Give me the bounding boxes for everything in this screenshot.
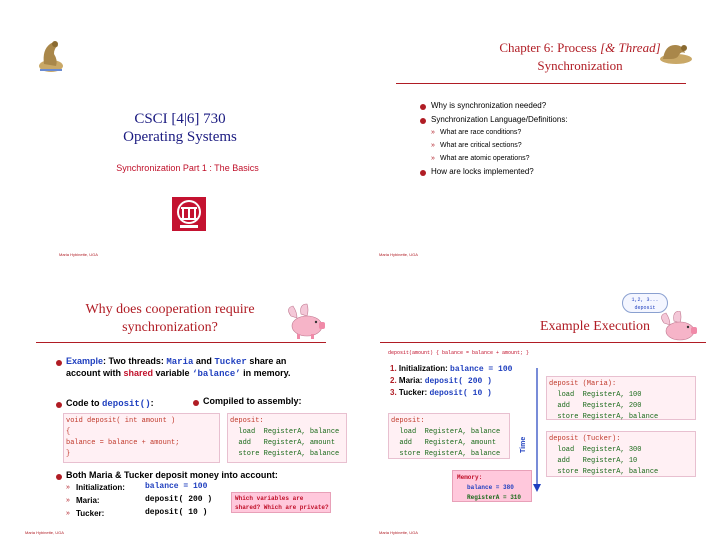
sub-bullet-item: What are atomic operations?: [440, 155, 530, 162]
bullet-icon: [420, 118, 426, 124]
asm-line: store RegisterA, balance: [399, 450, 501, 458]
compiled-label: Compiled to assembly:: [203, 396, 302, 406]
bullet-icon: [420, 170, 426, 176]
slide-title-line2: Synchronization: [537, 58, 623, 73]
asm-code-block: [227, 413, 347, 463]
asm-label: deposit:: [391, 417, 425, 425]
bullet-icon: [420, 104, 426, 110]
bullet-icon: [56, 360, 62, 366]
bullet-icon: [193, 400, 199, 406]
step-line: 3. Tucker: deposit( 10 ): [390, 388, 492, 398]
bullet-icon: [56, 474, 62, 480]
asm-line: load RegisterA, balance: [399, 428, 501, 436]
tucker-asm-block: [546, 431, 696, 477]
asm-line: store RegisterA, balance: [238, 450, 340, 458]
code-line: {: [66, 428, 71, 436]
asm-label: deposit:: [230, 417, 264, 425]
footer-author: Maria Hybinette, UGA: [25, 530, 64, 535]
sub-bullet-icon: »: [66, 497, 70, 504]
bullet-item: How are locks implemented?: [431, 167, 534, 176]
memory-box: Memory: balance = 380 RegisterA = 310: [452, 470, 532, 502]
asm-line: load RegisterA, 300: [557, 446, 642, 454]
dinosaur-logo-icon: [36, 36, 66, 74]
asm-line: add RegisterA, amount: [238, 439, 336, 447]
row-label: Tucker:: [76, 509, 105, 518]
step-line: 2. Maria: deposit( 200 ): [390, 376, 492, 386]
row-label: Maria:: [76, 496, 100, 505]
asm-code-block: [388, 413, 510, 459]
slide-title: Why does cooperation require: [85, 302, 255, 317]
sub-bullet-icon: »: [431, 129, 435, 136]
slide-title-line2: synchronization?: [122, 320, 218, 335]
maria-asm-block: [546, 376, 696, 420]
slide-4: [360, 279, 720, 557]
slide-2: [360, 0, 720, 278]
asm-line: store RegisterA, balance: [557, 468, 659, 476]
row-value: deposit( 200 ): [145, 495, 213, 504]
deposit-function-line: deposit(amount) { balance = balance + amount; }: [388, 350, 530, 356]
sub-bullet-item: What are race conditions?: [440, 129, 522, 136]
code-to-label: Code to deposit():: [66, 398, 154, 409]
sub-bullet-icon: »: [66, 510, 70, 517]
bullet-item: Synchronization Language/Definitions:: [431, 115, 568, 124]
sub-bullet-icon: »: [431, 142, 435, 149]
sub-bullet-item: What are critical sections?: [440, 142, 522, 149]
asm-line: add RegisterA, amount: [399, 439, 497, 447]
uga-arch-logo-icon: [172, 197, 206, 231]
title-divider: [380, 342, 706, 343]
sub-bullet-icon: »: [66, 484, 70, 491]
question-note: Which variables are shared? Which are private?: [231, 492, 331, 513]
code-line: void deposit( int amount ): [66, 417, 176, 425]
example-line: Example: Two threads: Maria and Tucker share an: [66, 356, 287, 367]
both-deposit-text: Both Maria & Tucker deposit money into account:: [66, 470, 278, 480]
flying-piggy-bank-icon: [283, 302, 329, 340]
slide-title: Chapter 6: Process [& Thread]: [499, 40, 661, 55]
slide-title: Example Execution: [539, 319, 651, 334]
code-line: }: [66, 450, 71, 458]
speech-bubble: 1,2, 3... deposit: [622, 293, 668, 313]
row-value: deposit( 10 ): [145, 508, 208, 517]
code-line: balance = balance + amount;: [66, 439, 180, 447]
asm-line: load RegisterA, 100: [557, 391, 642, 399]
time-arrow-icon: [531, 368, 543, 493]
example-line: account with shared variable ‘balance’ in memory.: [66, 368, 291, 379]
asm-label: deposit (Maria):: [549, 380, 617, 388]
course-subtitle: Operating Systems: [123, 129, 237, 145]
slide-3: [0, 279, 360, 557]
time-label: Time: [520, 436, 527, 453]
slide-1: [0, 0, 360, 278]
title-divider: [396, 83, 686, 84]
asm-line: add RegisterA, 200: [557, 402, 642, 410]
asm-line: add RegisterA, 10: [557, 457, 638, 465]
asm-line: load RegisterA, balance: [238, 428, 340, 436]
footer-author: Maria Hybinette, UGA: [59, 252, 98, 257]
footer-author: Maria Hybinette, UGA: [379, 252, 418, 257]
footer-author: Maria Hybinette, UGA: [379, 530, 418, 535]
asm-label: deposit (Tucker):: [549, 435, 621, 443]
step-line: 1. Initialization: balance = 100: [390, 364, 513, 374]
sub-bullet-icon: »: [431, 155, 435, 162]
row-value: balance = 100: [145, 482, 208, 491]
bullet-icon: [56, 402, 62, 408]
c-code-block: [63, 413, 220, 463]
asm-line: store RegisterA, balance: [557, 413, 659, 421]
course-title: CSCI [4|6] 730: [134, 111, 226, 127]
row-label: Initialization:: [76, 483, 125, 492]
title-divider: [36, 342, 326, 343]
bullet-item: Why is synchronization needed?: [431, 101, 547, 110]
lecture-subtitle: Synchronization Part 1 : The Basics: [116, 163, 259, 173]
